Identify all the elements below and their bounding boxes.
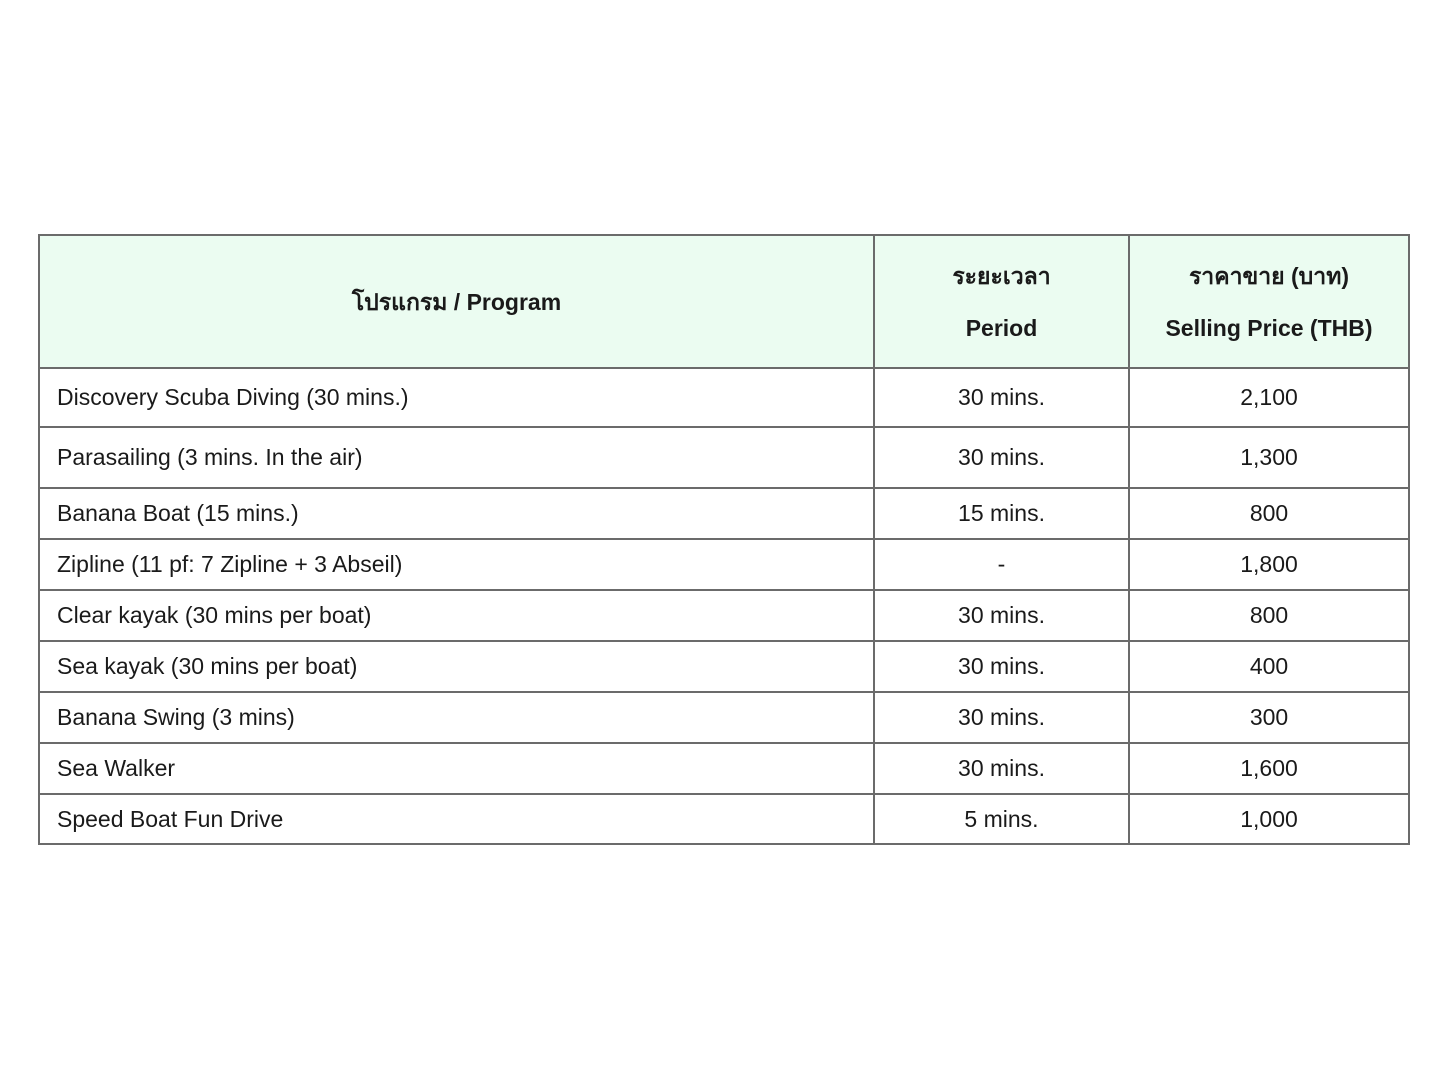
price-cell: 2,100 [1129,368,1409,427]
price-header-thai: ราคาขาย (บาท) [1188,262,1350,289]
price-cell: 400 [1129,641,1409,692]
period-cell: 5 mins. [874,794,1129,844]
table-row [39,368,1409,427]
price-cell: 1,300 [1129,427,1409,488]
price-cell: 1,600 [1129,743,1409,794]
period-cell: 30 mins. [874,692,1129,743]
price-cell: 800 [1129,590,1409,641]
program-column-header [39,235,874,368]
table-row [39,488,1409,539]
table-row [39,539,1409,590]
period-cell: 30 mins. [874,641,1129,692]
program-cell: Sea kayak (30 mins per boat) [39,641,874,692]
period-cell: 15 mins. [874,488,1129,539]
table-row [39,692,1409,743]
price-table [38,234,1410,845]
period-column-header [874,235,1129,368]
period-cell: 30 mins. [874,368,1129,427]
period-header-english: Period [965,314,1038,341]
table-row [39,794,1409,844]
table-row [39,590,1409,641]
program-cell: Banana Boat (15 mins.) [39,488,874,539]
program-cell: Parasailing (3 mins. In the air) [39,427,874,488]
program-cell: Discovery Scuba Diving (30 mins.) [39,368,874,427]
program-header-label: โปรแกรม / Program [351,288,562,315]
program-cell: Sea Walker [39,743,874,794]
period-cell: 30 mins. [874,590,1129,641]
price-cell: 300 [1129,692,1409,743]
program-cell: Zipline (11 pf: 7 Zipline + 3 Abseil) [39,539,874,590]
header-row [39,235,1409,368]
program-cell: Banana Swing (3 mins) [39,692,874,743]
period-cell: 30 mins. [874,743,1129,794]
table-row [39,427,1409,488]
table-body [39,368,1409,844]
table-row [39,641,1409,692]
program-cell: Speed Boat Fun Drive [39,794,874,844]
period-cell: 30 mins. [874,427,1129,488]
period-cell: - [874,539,1129,590]
program-cell: Clear kayak (30 mins per boat) [39,590,874,641]
price-cell: 1,800 [1129,539,1409,590]
table-header [39,235,1409,368]
price-column-header [1129,235,1409,368]
price-header-english: Selling Price (THB) [1165,314,1373,341]
price-cell: 1,000 [1129,794,1409,844]
period-header-thai: ระยะเวลา [952,262,1051,289]
price-cell: 800 [1129,488,1409,539]
table-row [39,743,1409,794]
